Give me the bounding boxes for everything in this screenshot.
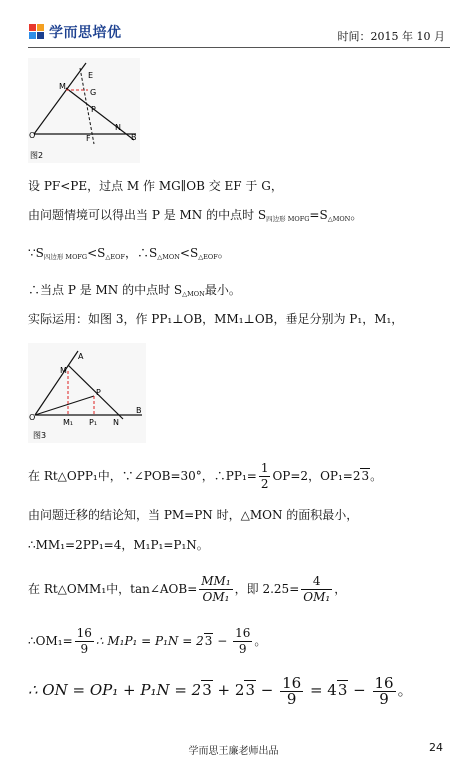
figure-3 [28, 343, 146, 443]
label-m1-3: M₁ [63, 418, 74, 427]
text-line-1: 设 PF<PE，过点 M 作 MG∥OB 交 EF 于 G， [28, 179, 283, 193]
label-b: B [131, 133, 137, 142]
label-o: O [29, 131, 36, 140]
label-p1-3: P₁ [89, 418, 98, 427]
figure-2-caption: 图2 [30, 151, 44, 160]
label-p-3: P [96, 388, 101, 397]
text-line-4: ∴当点 P 是 MN 的中点时 $S_{\triangle MON}$最小。 [28, 283, 241, 298]
header-date: 时间：2015 年 10 月 [337, 30, 445, 43]
figure-2 [28, 58, 140, 163]
text-line-7: 由问题迁移的结论知，当 PM=PN 时，△MON 的面积最小， [28, 508, 359, 522]
text-line-3: $\because S_{四边形 MOFG}<S_{\triangle EOF}$，$\therefore S_{\triangle MON}<S_{\triangle EOF}$。 [28, 246, 230, 261]
logo-icon [28, 23, 46, 41]
label-o-3: O [29, 413, 36, 422]
label-g: G [90, 88, 97, 97]
text-line-9: 在 Rt△OMM₁中，tan∠AOB= $\frac{\text{MM₁}}{\text{OM₁}}$ ，即 2.25= $\frac{4}{\text{OM₁}}$ ， [28, 574, 347, 604]
label-b-3: B [136, 406, 142, 415]
label-m-3: M [60, 366, 67, 375]
text-line-5: 实际运用：如图 3，作 PP₁⊥OB，MM₁⊥OB，垂足分别为 P₁，M₁， [28, 312, 404, 326]
text-line-10: ∴OM₁= $\frac{16}{9}$ ∴ M₁P₁ = P₁N = 23 − $\frac{16}{9}$ 。 [28, 626, 267, 656]
text-line-6: 在 Rt△OPP₁中，∵∠POB=30°，∴PP₁= $\frac{1}{2}$ OP=2，OP₁=23。 [28, 461, 383, 491]
footer-text: 学而思王廉老师出品 [188, 746, 279, 757]
text-line-8: ∴MM₁=2PP₁=4，M₁P₁=P₁N。 [28, 538, 209, 552]
label-f: F [86, 134, 91, 143]
label-n: N [115, 123, 121, 132]
page-number: 24 [429, 741, 443, 754]
label-e: E [88, 71, 94, 80]
label-a-3: A [78, 352, 84, 361]
text-line-2: 由问题情境可以得出当 P 是 MN 的中点时 $S_{四边形 MOFG}=S_{\triangle MON}$。 [28, 208, 363, 223]
header-divider [28, 47, 450, 48]
text-line-11: ∴ ON = OP₁ + P₁N = 23 + 23 − $\frac{16}{9}$ = 43 − $\frac{16}{9}$ 。 [28, 673, 413, 708]
label-m: M [59, 82, 66, 91]
label-p: P [91, 105, 96, 114]
logo-text: 学而思培优 [49, 25, 122, 41]
label-n-3: N [113, 418, 119, 427]
brand-logo [28, 22, 122, 42]
figure-3-caption: 图3 [33, 431, 47, 440]
